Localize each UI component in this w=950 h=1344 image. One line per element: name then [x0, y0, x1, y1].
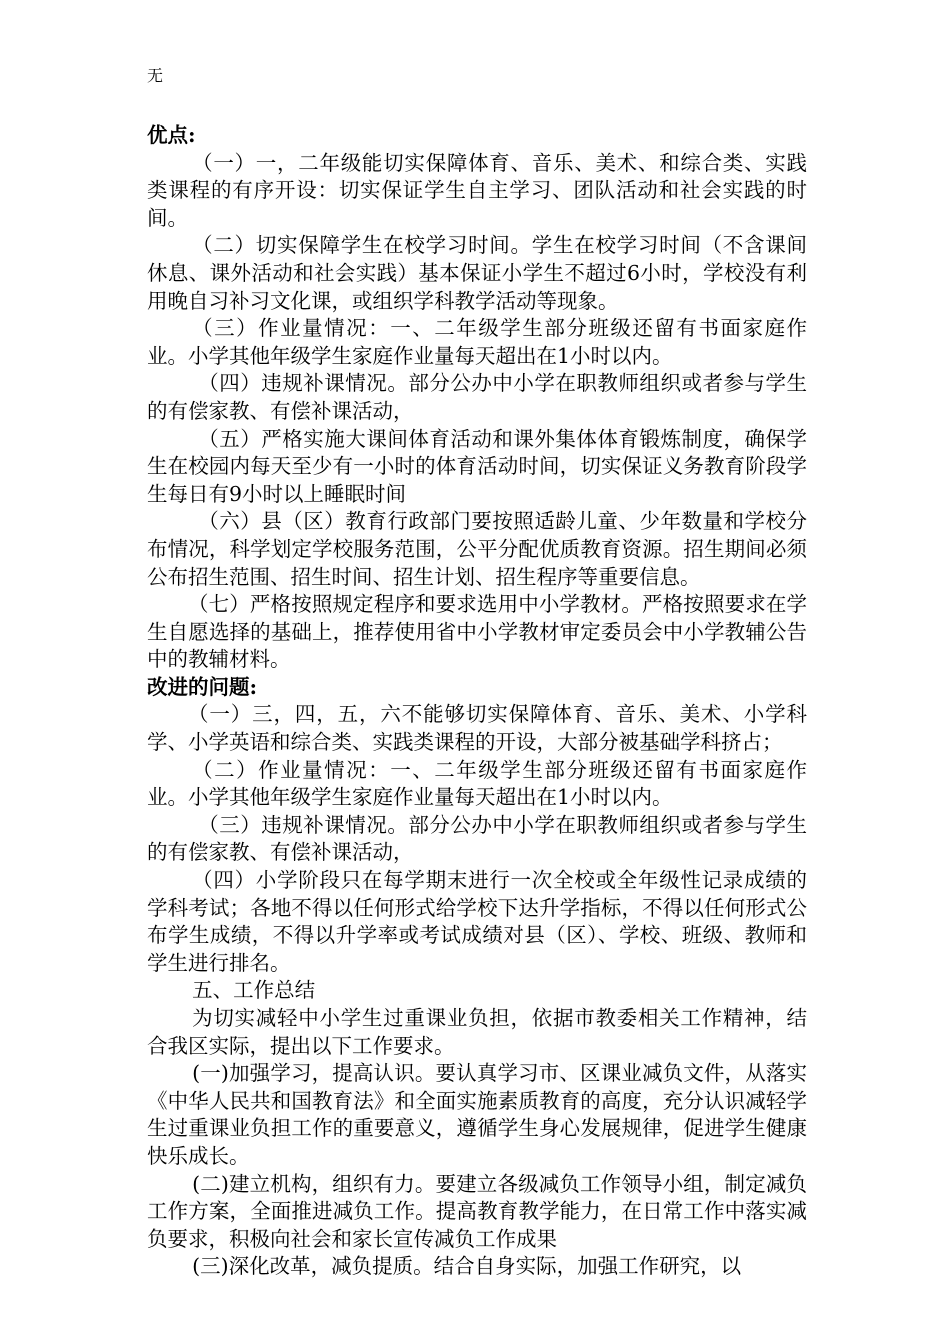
paragraph: (三)深化改革，减负提质。结合自身实际，加强工作研究，以: [192, 1254, 742, 1279]
page-header: 无: [147, 66, 164, 85]
paragraph: （四）违规补课情况。部分公办中小学在职教师组织或者参与学生的有偿家教、有偿补课活动，: [147, 371, 807, 423]
document-body: [147, 122, 807, 1281]
paragraph: （三）违规补课情况。部分公办中小学在职教师组织或者参与学生的有偿家教、有偿补课活动，: [147, 812, 807, 865]
paragraph: （五）严格实施大课间体育活动和课外集体体育锻炼制度，确保学生在校园内每天至少有一小时的体育活动时间，切实保证义务教育阶段学生每日有9小时以上睡眠时间: [147, 426, 807, 506]
paragraph: 为切实减轻中小学生过重课业负担，依据市教委相关工作精神，结合我区实际，提出以下工作要求。: [147, 1006, 807, 1058]
paragraph: （四）小学阶段只在每学期末进行一次全校或全年级性记录成绩的学科考试；各地不得以任何形式给学校下达升学指标，不得以任何形式公布学生成绩，不得以升学率或考试成绩对县（区）、学校、班级、教师和学生进行排名。: [147, 868, 807, 975]
section-heading-strengths: 优点:: [147, 123, 196, 147]
paragraph: （七）严格按照规定程序和要求选用中小学教材。严格按照要求在学生自愿选择的基础上，推荐使用省中小学教材审定委员会中小学教辅公告中的教辅材料。: [147, 592, 807, 672]
paragraph: （一）三，四，五，六不能够切实保障体育、音乐、美术、小学科学、小学英语和综合类、实践类课程的开设，大部分被基础学科挤占；: [147, 702, 807, 755]
paragraph: (二)建立机构，组织有力。要建立各级减负工作领导小组，制定减负工作方案，全面推进减负工作。提高教育教学能力，在日常工作中落实减负要求，积极向社会和家长宣传减负工作成果: [147, 1171, 807, 1251]
paragraph: （二）切实保障学生在校学习时间。学生在校学习时间（不含课间休息、课外活动和社会实践）基本保证小学生不超过6小时，学校没有利用晚自习补习文化课，或组织学科教学活动等现象。: [147, 233, 807, 313]
paragraph-section-title: 五、工作总结: [192, 978, 316, 1003]
paragraph: （一）一，二年级能切实保障体育、音乐、美术、和综合类、实践类课程的有序开设：切实保证学生自主学习、团队活动和社会实践的时间。: [147, 150, 807, 230]
section-heading-improvements: 改进的问题:: [147, 674, 258, 699]
paragraph: （六）县（区）教育行政部门要按照适龄儿童、少年数量和学校分布情况，科学划定学校服务范围，公平分配优质教育资源。招生期间必须公布招生范围、招生时间、招生计划、招生程序等重要信息。: [147, 509, 807, 589]
paragraph: （三）作业量情况：一、二年级学生部分班级还留有书面家庭作业。小学其他年级学生家庭作业量每天超出在1小时以内。: [147, 316, 807, 368]
paragraph: （二）作业量情况：一、二年级学生部分班级还留有书面家庭作业。小学其他年级学生家庭作业量每天超出在1小时以内。: [147, 757, 807, 810]
paragraph: (一)加强学习，提高认识。要认真学习市、区课业减负文件，从落实《中华人民共和国教育法》和全面实施素质教育的高度，充分认识减轻学生过重课业负担工作的重要意义，遵循学生身心发展规律，促进学生健康快乐成长。: [147, 1061, 807, 1168]
